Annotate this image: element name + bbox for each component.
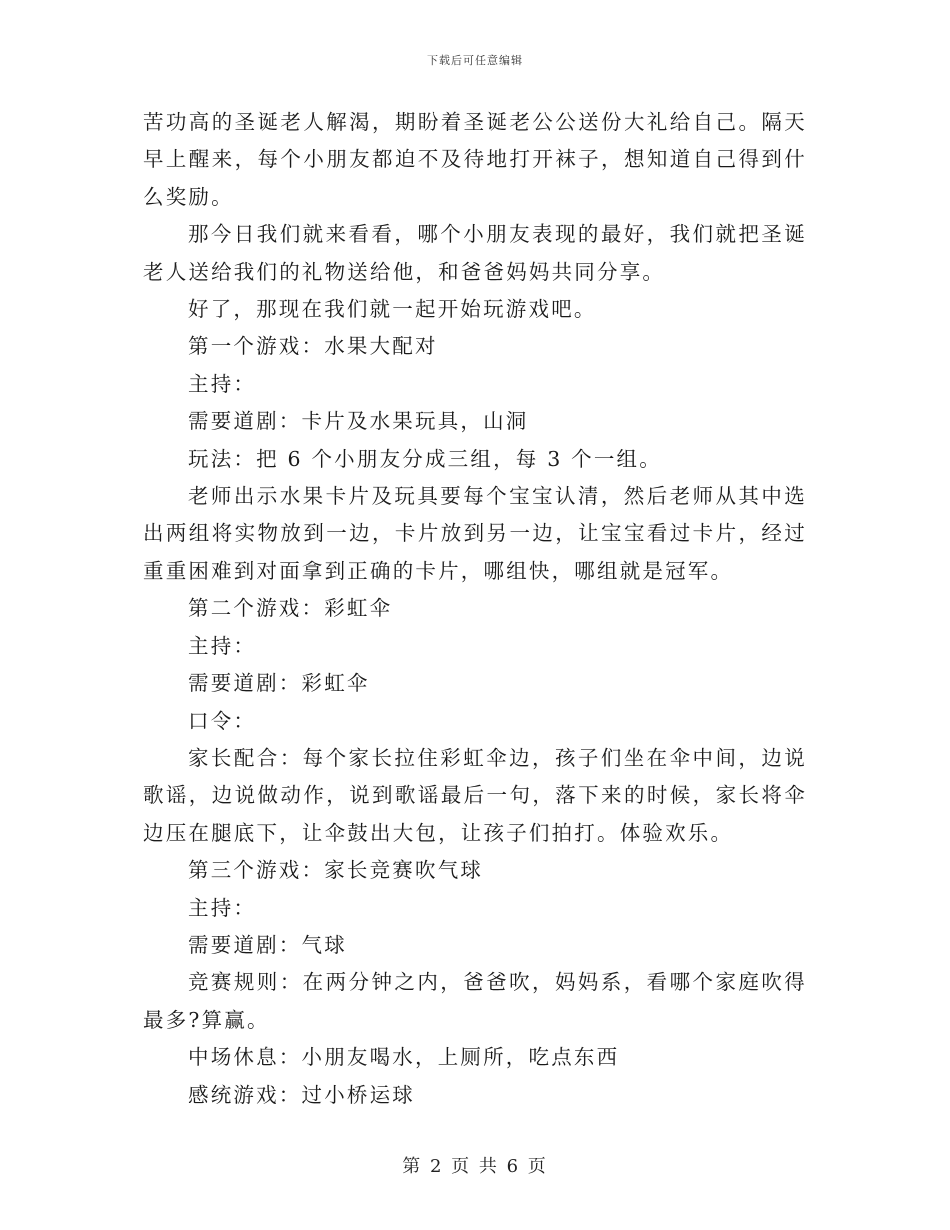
paragraph: 那今日我们就来看看，哪个小朋友表现的最好，我们就把圣诞老人送给我们的礼物送给他，和爸爸妈妈共同分享。 <box>143 222 807 284</box>
rules-line: 玩法：把 6 个小朋友分成三组，每 3 个一组。 <box>188 446 662 471</box>
host-line: 主持： <box>188 371 257 396</box>
game-title: 第二个游戏：彩虹伞 <box>188 596 393 621</box>
page-number-footer: 第 2 页 共 6 页 <box>402 1156 548 1177</box>
paragraph: 家长配合：每个家长拉住彩虹伞边，孩子们坐在伞中间，边说歌谣，边说做动作，说到歌谣最后一句，落下来的时候，家长将伞边压在腿底下，让伞鼓出大包，让孩子们拍打。体验欢乐。 <box>143 745 807 845</box>
page-header: 下载后可任意编辑 <box>427 54 523 67</box>
game-title: 第三个游戏：家长竞赛吹气球 <box>188 858 484 883</box>
game-title: 第一个游戏：水果大配对 <box>188 334 438 359</box>
host-line: 主持： <box>188 895 257 920</box>
paragraph: 好了，那现在我们就一起开始玩游戏吧。 <box>188 297 597 322</box>
props-line: 需要道剧：彩虹伞 <box>188 671 370 696</box>
rules-line: 竞赛规则：在两分钟之内，爸爸吹，妈妈系，看哪个家庭吹得最多?算赢。 <box>143 970 807 1032</box>
props-line: 需要道剧：卡片及水果玩具，山洞 <box>188 409 529 434</box>
command-line: 口令： <box>188 708 257 733</box>
paragraph: 苦功高的圣诞老人解渴，期盼着圣诞老公公送份大礼给自己。隔天早上醒来，每个小朋友都迫不及待地打开袜子，想知道自己得到什么奖励。 <box>143 110 807 209</box>
break-line: 中场休息：小朋友喝水，上厕所，吃点东西 <box>188 1045 620 1070</box>
document-body <box>143 104 807 1114</box>
props-line: 需要道剧：气球 <box>188 932 347 957</box>
paragraph: 老师出示水果卡片及玩具要每个宝宝认清，然后老师从其中选出两组将实物放到一边，卡片放到另一边，让宝宝看过卡片，经过重重困难到对面拿到正确的卡片，哪组快，哪组就是冠军。 <box>143 484 807 583</box>
game-title: 感统游戏：过小桥运球 <box>188 1082 415 1107</box>
host-line: 主持： <box>188 633 257 658</box>
